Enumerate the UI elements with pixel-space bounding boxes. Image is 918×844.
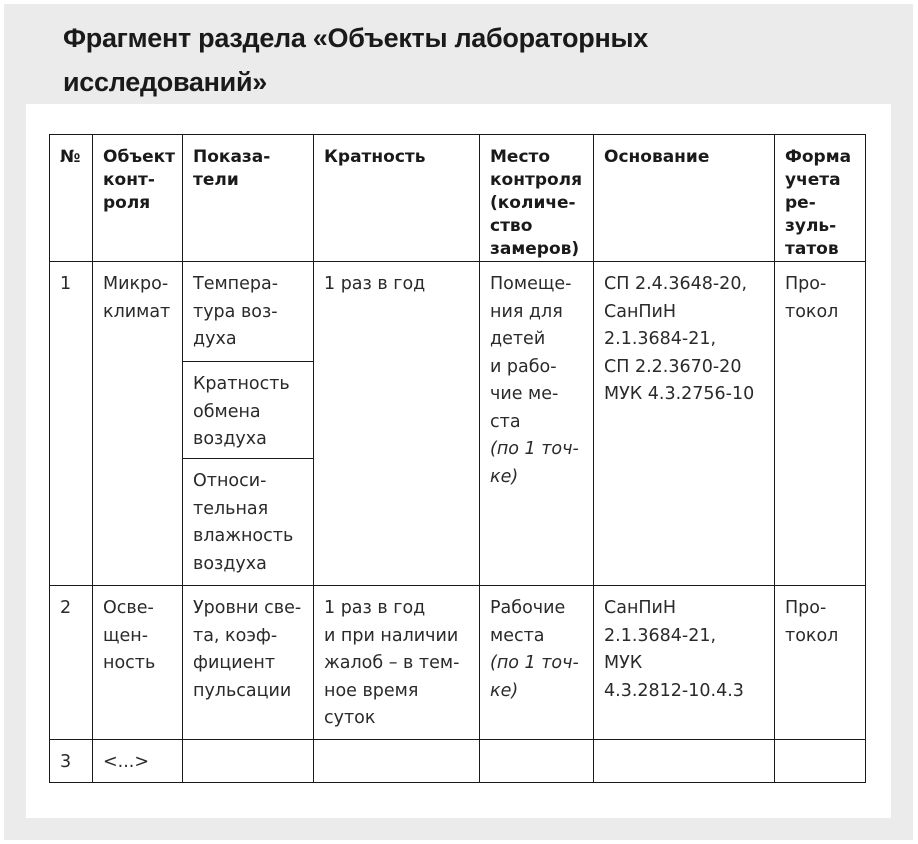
cell-basis (594, 740, 775, 783)
title-line-2: исследований» (63, 67, 267, 97)
cell-indicator: Темпера- тура воз- духа (183, 262, 314, 362)
header-number: № (50, 135, 93, 262)
cell-frequency (314, 740, 480, 783)
cell-number: 1 (50, 262, 93, 586)
cell-form: Про- токол (775, 586, 866, 740)
cell-form (775, 740, 866, 783)
cell-indicator (183, 740, 314, 783)
header-indicators: Показа- тели (183, 135, 314, 262)
table-sheet (26, 104, 891, 818)
cell-indicator: Уровни све- та, коэф- фициент пульсации (183, 586, 314, 740)
header-frequency: Кратность (314, 135, 480, 262)
title-line-1: Фрагмент раздела «Объекты лабораторных (63, 23, 648, 53)
table-row (50, 586, 866, 740)
cell-number: 2 (50, 586, 93, 740)
header-basis: Основание (594, 135, 775, 262)
place-note: (по 1 точ- (490, 439, 579, 459)
cell-basis: СанПиН 2.1.3684-21, МУК 4.3.2812-10.4.3 (594, 586, 775, 740)
cell-indicator: Относи- тельная влажность воздуха (183, 459, 314, 586)
cell-form: Про- токол (775, 262, 866, 586)
cell-object: <...> (93, 740, 183, 783)
cell-place: Помеще- ния для детей и рабо- чие ме- ста (по 1 точ- ке) (480, 262, 594, 586)
cell-number: 3 (50, 740, 93, 783)
header-object: Объект конт- роля (93, 135, 183, 262)
table-row (50, 740, 866, 783)
cell-place: Рабочие места (по 1 точ- ке) (480, 586, 594, 740)
cell-object: Микро- климат (93, 262, 183, 586)
lab-objects-table (49, 134, 866, 783)
cell-frequency: 1 раз в год (314, 262, 480, 586)
table-row (50, 262, 866, 362)
header-place: Место контроля (количе- ство замеров) (480, 135, 594, 262)
cell-frequency: 1 раз в год и при наличии жалоб – в тем- ное время суток (314, 586, 480, 740)
cell-place (480, 740, 594, 783)
cell-basis: СП 2.4.3648-20, СанПиН 2.1.3684-21, СП 2.2.3670-20 МУК 4.3.2756-10 (594, 262, 775, 586)
section-title (63, 16, 823, 104)
cell-indicator: Кратность обмена воздуха (183, 362, 314, 459)
table-header-row (50, 135, 866, 262)
cell-object: Осве- щен- ность (93, 586, 183, 740)
header-form: Форма учета ре- зуль- татов (775, 135, 866, 262)
place-note: (по 1 точ- (490, 653, 579, 673)
